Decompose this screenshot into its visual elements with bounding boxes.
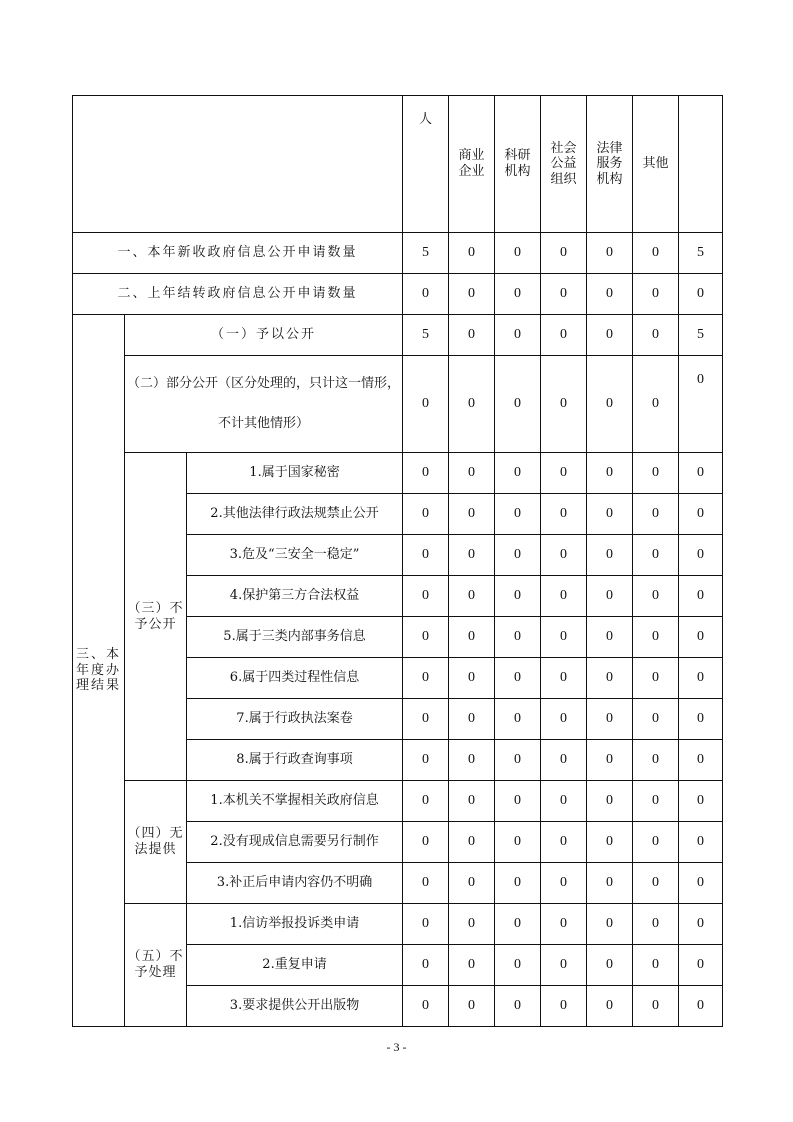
cell-value: 0 xyxy=(679,945,723,986)
cell-value: 0 xyxy=(403,617,449,658)
cell-value: 0 xyxy=(587,904,633,945)
header-social: 社会 公益 组织 xyxy=(541,96,587,233)
cell-value: 0 xyxy=(587,315,633,356)
row-label: 3.要求提供公开出版物 xyxy=(187,986,403,1027)
cell-value: 0 xyxy=(633,781,679,822)
cell-value: 0 xyxy=(679,863,723,904)
cell-value: 0 xyxy=(449,945,495,986)
cell-value: 5 xyxy=(403,233,449,274)
row-label: （二）部分公开（区分处理的，只计这一情形， 不计其他情形） xyxy=(125,356,403,453)
cell-value: 0 xyxy=(633,494,679,535)
cell-value: 0 xyxy=(541,699,587,740)
row-not-handled-1 xyxy=(73,904,723,945)
disclosure-table xyxy=(72,95,723,1027)
cell-value: 0 xyxy=(541,535,587,576)
cell-value: 0 xyxy=(495,356,541,453)
row-carried-over xyxy=(73,274,723,315)
cell-value: 0 xyxy=(587,945,633,986)
cell-value: 0 xyxy=(449,233,495,274)
row-not-open-1 xyxy=(73,453,723,494)
row-label: 一、本年新收政府信息公开申请数量 xyxy=(73,233,403,274)
cell-value: 0 xyxy=(587,233,633,274)
cell-value: 0 xyxy=(679,356,723,453)
cell-value: 0 xyxy=(403,781,449,822)
cell-value: 0 xyxy=(495,617,541,658)
cell-value: 0 xyxy=(633,233,679,274)
row-label: 2.重复申请 xyxy=(187,945,403,986)
cell-value: 0 xyxy=(541,658,587,699)
cell-value: 0 xyxy=(403,945,449,986)
cell-value: 0 xyxy=(679,576,723,617)
cell-value: 0 xyxy=(541,274,587,315)
cell-value: 0 xyxy=(495,822,541,863)
cell-value: 0 xyxy=(679,904,723,945)
cell-value: 0 xyxy=(495,576,541,617)
cell-value: 0 xyxy=(403,453,449,494)
cell-value: 0 xyxy=(403,904,449,945)
cell-value: 0 xyxy=(679,274,723,315)
cell-value: 0 xyxy=(541,740,587,781)
cell-value: 0 xyxy=(679,822,723,863)
cell-value: 0 xyxy=(679,699,723,740)
cell-value: 0 xyxy=(495,658,541,699)
cell-value: 0 xyxy=(587,699,633,740)
cell-value: 0 xyxy=(495,453,541,494)
row-label: 8.属于行政查询事项 xyxy=(187,740,403,781)
section3-label: 三、本 年度办 理结果 xyxy=(73,315,125,1027)
cell-value: 0 xyxy=(633,986,679,1027)
cell-value: 0 xyxy=(541,781,587,822)
cell-value: 0 xyxy=(587,863,633,904)
cell-value: 0 xyxy=(449,356,495,453)
cell-value: 0 xyxy=(403,699,449,740)
cell-value: 0 xyxy=(587,740,633,781)
row-label: 3.危及“三安全一稳定” xyxy=(187,535,403,576)
cell-value: 0 xyxy=(495,781,541,822)
cell-value: 0 xyxy=(541,986,587,1027)
cannot-provide-group-label: （四）无 法提供 xyxy=(125,781,187,904)
cell-value: 0 xyxy=(495,904,541,945)
header-research: 科研 机构 xyxy=(495,96,541,233)
cell-value: 0 xyxy=(679,740,723,781)
cell-value: 0 xyxy=(495,315,541,356)
cell-value: 0 xyxy=(541,233,587,274)
cell-value: 0 xyxy=(541,576,587,617)
cell-value: 0 xyxy=(449,494,495,535)
cell-value: 0 xyxy=(633,274,679,315)
cell-value: 0 xyxy=(633,535,679,576)
cell-value: 0 xyxy=(587,617,633,658)
cell-value: 0 xyxy=(633,904,679,945)
row-label: 1.属于国家秘密 xyxy=(187,453,403,494)
cell-value: 0 xyxy=(679,535,723,576)
cell-value: 0 xyxy=(587,986,633,1027)
cell-value: 0 xyxy=(587,781,633,822)
cell-value: 0 xyxy=(495,233,541,274)
cell-value: 0 xyxy=(495,945,541,986)
cell-value: 0 xyxy=(633,863,679,904)
cell-value: 0 xyxy=(449,986,495,1027)
cell-value: 0 xyxy=(449,576,495,617)
cell-value: 0 xyxy=(633,453,679,494)
cell-value: 0 xyxy=(679,658,723,699)
cell-value: 0 xyxy=(679,494,723,535)
cell-value: 0 xyxy=(541,863,587,904)
cell-value: 0 xyxy=(449,863,495,904)
cell-value: 0 xyxy=(587,535,633,576)
cell-value: 0 xyxy=(403,740,449,781)
cell-value: 0 xyxy=(449,535,495,576)
cell-value: 0 xyxy=(449,822,495,863)
cell-value: 0 xyxy=(403,274,449,315)
cell-value: 0 xyxy=(449,453,495,494)
header-total xyxy=(679,96,723,233)
cell-value: 0 xyxy=(587,576,633,617)
row-label: 5.属于三类内部事务信息 xyxy=(187,617,403,658)
row-new-applications xyxy=(73,233,723,274)
row-label: 2.没有现成信息需要另行制作 xyxy=(187,822,403,863)
cell-value: 0 xyxy=(495,494,541,535)
cell-value: 0 xyxy=(633,699,679,740)
cell-value: 0 xyxy=(633,576,679,617)
cell-value: 0 xyxy=(633,945,679,986)
row-label: 7.属于行政执法案卷 xyxy=(187,699,403,740)
cell-value: 0 xyxy=(403,535,449,576)
cell-value: 0 xyxy=(403,863,449,904)
cell-value: 0 xyxy=(403,494,449,535)
cell-value: 0 xyxy=(541,904,587,945)
cell-value: 0 xyxy=(449,658,495,699)
not-open-group-label: （三）不 予公开 xyxy=(125,453,187,781)
row-label: 3.补正后申请内容仍不明确 xyxy=(187,863,403,904)
cell-value: 0 xyxy=(679,986,723,1027)
header-other: 其他 xyxy=(633,96,679,233)
cell-value: 0 xyxy=(495,986,541,1027)
cell-value: 0 xyxy=(495,863,541,904)
header-person: 人 xyxy=(403,96,449,233)
row-label: 6.属于四类过程性信息 xyxy=(187,658,403,699)
cell-value: 0 xyxy=(449,740,495,781)
cell-value: 0 xyxy=(403,576,449,617)
cell-value: 0 xyxy=(449,781,495,822)
cell-value: 0 xyxy=(541,315,587,356)
cell-value: 0 xyxy=(541,822,587,863)
cell-value: 0 xyxy=(449,315,495,356)
not-handled-group-label: （五）不 予处理 xyxy=(125,904,187,1027)
cell-value: 0 xyxy=(679,781,723,822)
cell-value: 0 xyxy=(449,699,495,740)
row-cannot-provide-1 xyxy=(73,781,723,822)
cell-value: 0 xyxy=(633,617,679,658)
cell-value: 0 xyxy=(495,274,541,315)
row-label: 1.信访举报投诉类申请 xyxy=(187,904,403,945)
cell-value: 0 xyxy=(633,658,679,699)
page-number: - 3 - xyxy=(386,1040,407,1054)
cell-value: 0 xyxy=(449,904,495,945)
cell-value: 0 xyxy=(587,453,633,494)
cell-value: 0 xyxy=(633,356,679,453)
header-blank-cell xyxy=(73,96,403,233)
cell-value: 5 xyxy=(679,233,723,274)
cell-value: 0 xyxy=(541,617,587,658)
cell-value: 0 xyxy=(587,356,633,453)
cell-value: 0 xyxy=(587,822,633,863)
cell-value: 0 xyxy=(587,494,633,535)
cell-value: 0 xyxy=(403,658,449,699)
cell-value: 0 xyxy=(403,822,449,863)
cell-value: 0 xyxy=(403,986,449,1027)
row-partial xyxy=(73,356,723,453)
cell-value: 0 xyxy=(495,535,541,576)
cell-value: 0 xyxy=(633,740,679,781)
row-label: 4.保护第三方合法权益 xyxy=(187,576,403,617)
header-row xyxy=(73,96,723,233)
cell-value: 0 xyxy=(633,315,679,356)
row-label: 二、上年结转政府信息公开申请数量 xyxy=(73,274,403,315)
cell-value: 0 xyxy=(541,356,587,453)
cell-value: 0 xyxy=(587,274,633,315)
cell-value: 0 xyxy=(449,617,495,658)
row-label: 1.本机关不掌握相关政府信息 xyxy=(187,781,403,822)
cell-value: 0 xyxy=(403,356,449,453)
cell-value: 0 xyxy=(541,494,587,535)
cell-value: 0 xyxy=(679,617,723,658)
row-label: 2.其他法律行政法规禁止公开 xyxy=(187,494,403,535)
header-business: 商业 企业 xyxy=(449,96,495,233)
row-open xyxy=(73,315,723,356)
cell-value: 0 xyxy=(495,699,541,740)
header-legal: 法律 服务 机构 xyxy=(587,96,633,233)
cell-value: 0 xyxy=(541,453,587,494)
cell-value: 5 xyxy=(403,315,449,356)
row-label: （一）予以公开 xyxy=(125,315,403,356)
cell-value: 0 xyxy=(449,274,495,315)
cell-value: 0 xyxy=(541,945,587,986)
cell-value: 0 xyxy=(633,822,679,863)
cell-value: 0 xyxy=(495,740,541,781)
cell-value: 0 xyxy=(679,453,723,494)
cell-value: 0 xyxy=(587,658,633,699)
cell-value: 5 xyxy=(679,315,723,356)
